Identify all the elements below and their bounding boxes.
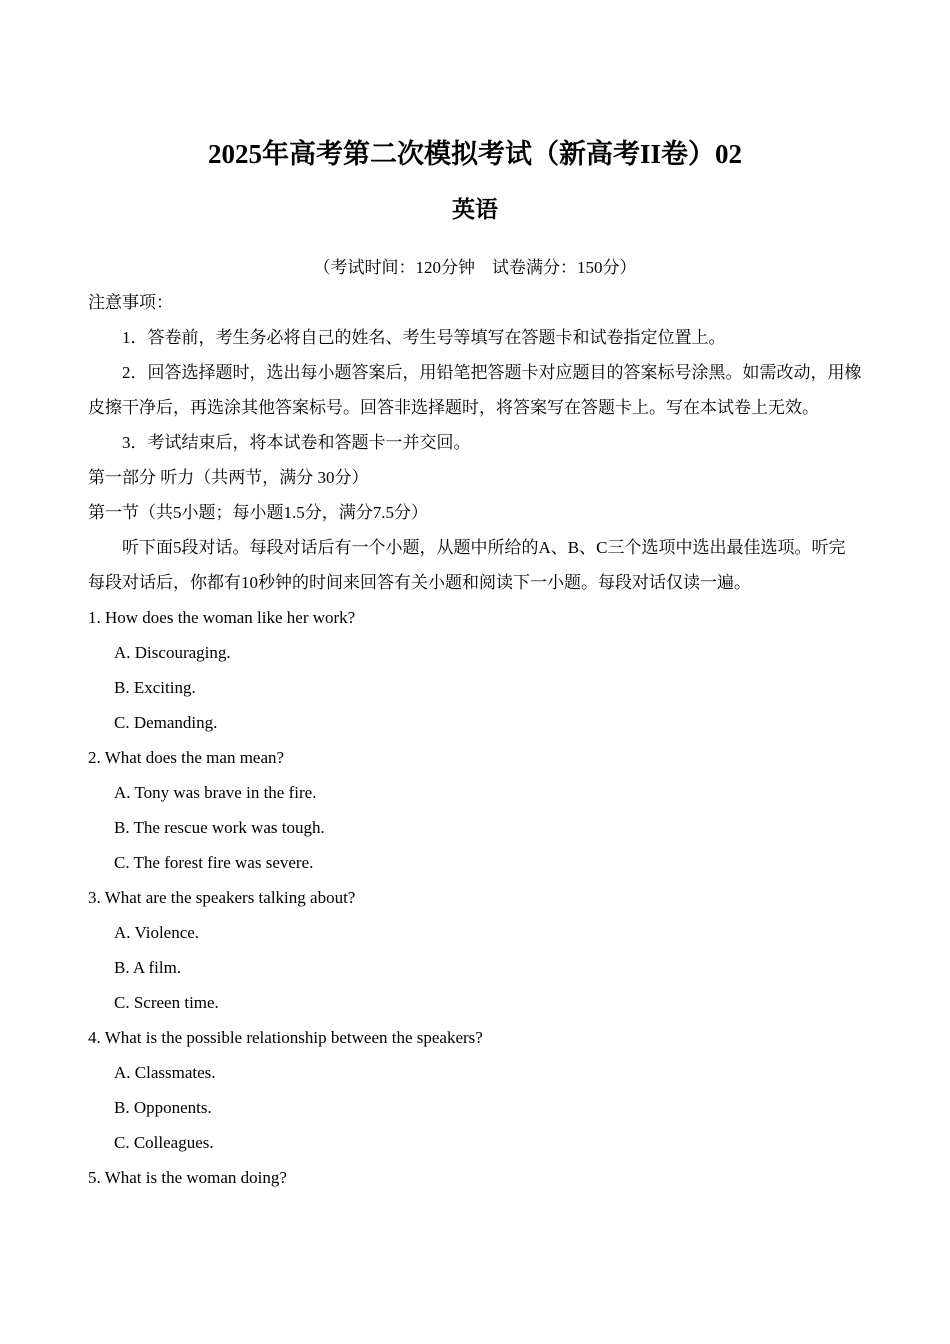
notice-heading: 注意事项： (88, 293, 173, 312)
notice-item-1: 1．答卷前，考生务必将自己的姓名、考生号等填写在答题卡和试卷指定位置上。 (122, 328, 726, 347)
question-option-a: A. Discouraging. (114, 643, 231, 662)
question-text: 1. How does the woman like her work? (88, 608, 356, 627)
question-block-2 (88, 740, 862, 880)
question-block-1 (88, 600, 862, 740)
question-text: 2. What does the man mean? (88, 748, 285, 767)
question-text: 4. What is the possible relationship between the speakers? (88, 1028, 483, 1047)
question-block-5 (88, 1160, 862, 1195)
question-option-a: A. Classmates. (114, 1063, 216, 1082)
question-option-c: C. Colleagues. (114, 1133, 214, 1152)
question-option-b: B. The rescue work was tough. (114, 818, 325, 837)
question-option-a: A. Violence. (114, 923, 200, 942)
exam-subject: 英语 (452, 197, 498, 222)
question-option-c: C. Demanding. (114, 713, 218, 732)
question-block-3 (88, 880, 862, 1020)
question-text: 5. What is the woman doing? (88, 1168, 287, 1187)
question-option-b: B. Opponents. (114, 1098, 212, 1117)
question-option-c: C. The forest fire was severe. (114, 853, 314, 872)
question-block-4 (88, 1020, 862, 1160)
question-option-c: C. Screen time. (114, 993, 219, 1012)
question-option-b: B. A film. (114, 958, 182, 977)
exam-info: （考试时间：120分钟 试卷满分：150分） (313, 258, 637, 277)
listening-instructions: 听下面5段对话。每段对话后有一个小题，从题中所给的A、B、C三个选项中选出最佳选项。听完每段对话后，你都有10秒钟的时间来回答有关小题和阅读下一小题。每段对话仅读一遍。 (88, 538, 846, 592)
exam-title: 2025年高考第二次模拟考试（新高考II卷）02 (207, 139, 742, 169)
question-text: 3. What are the speakers talking about? (88, 888, 356, 907)
question-option-a: A. Tony was brave in the fire. (114, 783, 317, 802)
section-heading: 第一节（共5小题；每小题1.5分，满分7.5分） (88, 503, 428, 522)
question-option-b: B. Exciting. (114, 678, 196, 697)
part-heading: 第一部分 听力（共两节，满分 30分） (88, 468, 369, 487)
notice-item-3: 3．考试结束后，将本试卷和答题卡一并交回。 (122, 433, 471, 452)
notice-item-2: 2．回答选择题时，选出每小题答案后，用铅笔把答题卡对应题目的答案标号涂黑。如需改动，用橡皮擦干净后，再选涂其他答案标号。回答非选择题时，将答案写在答题卡上。写在本试卷上无效。 (88, 363, 862, 417)
